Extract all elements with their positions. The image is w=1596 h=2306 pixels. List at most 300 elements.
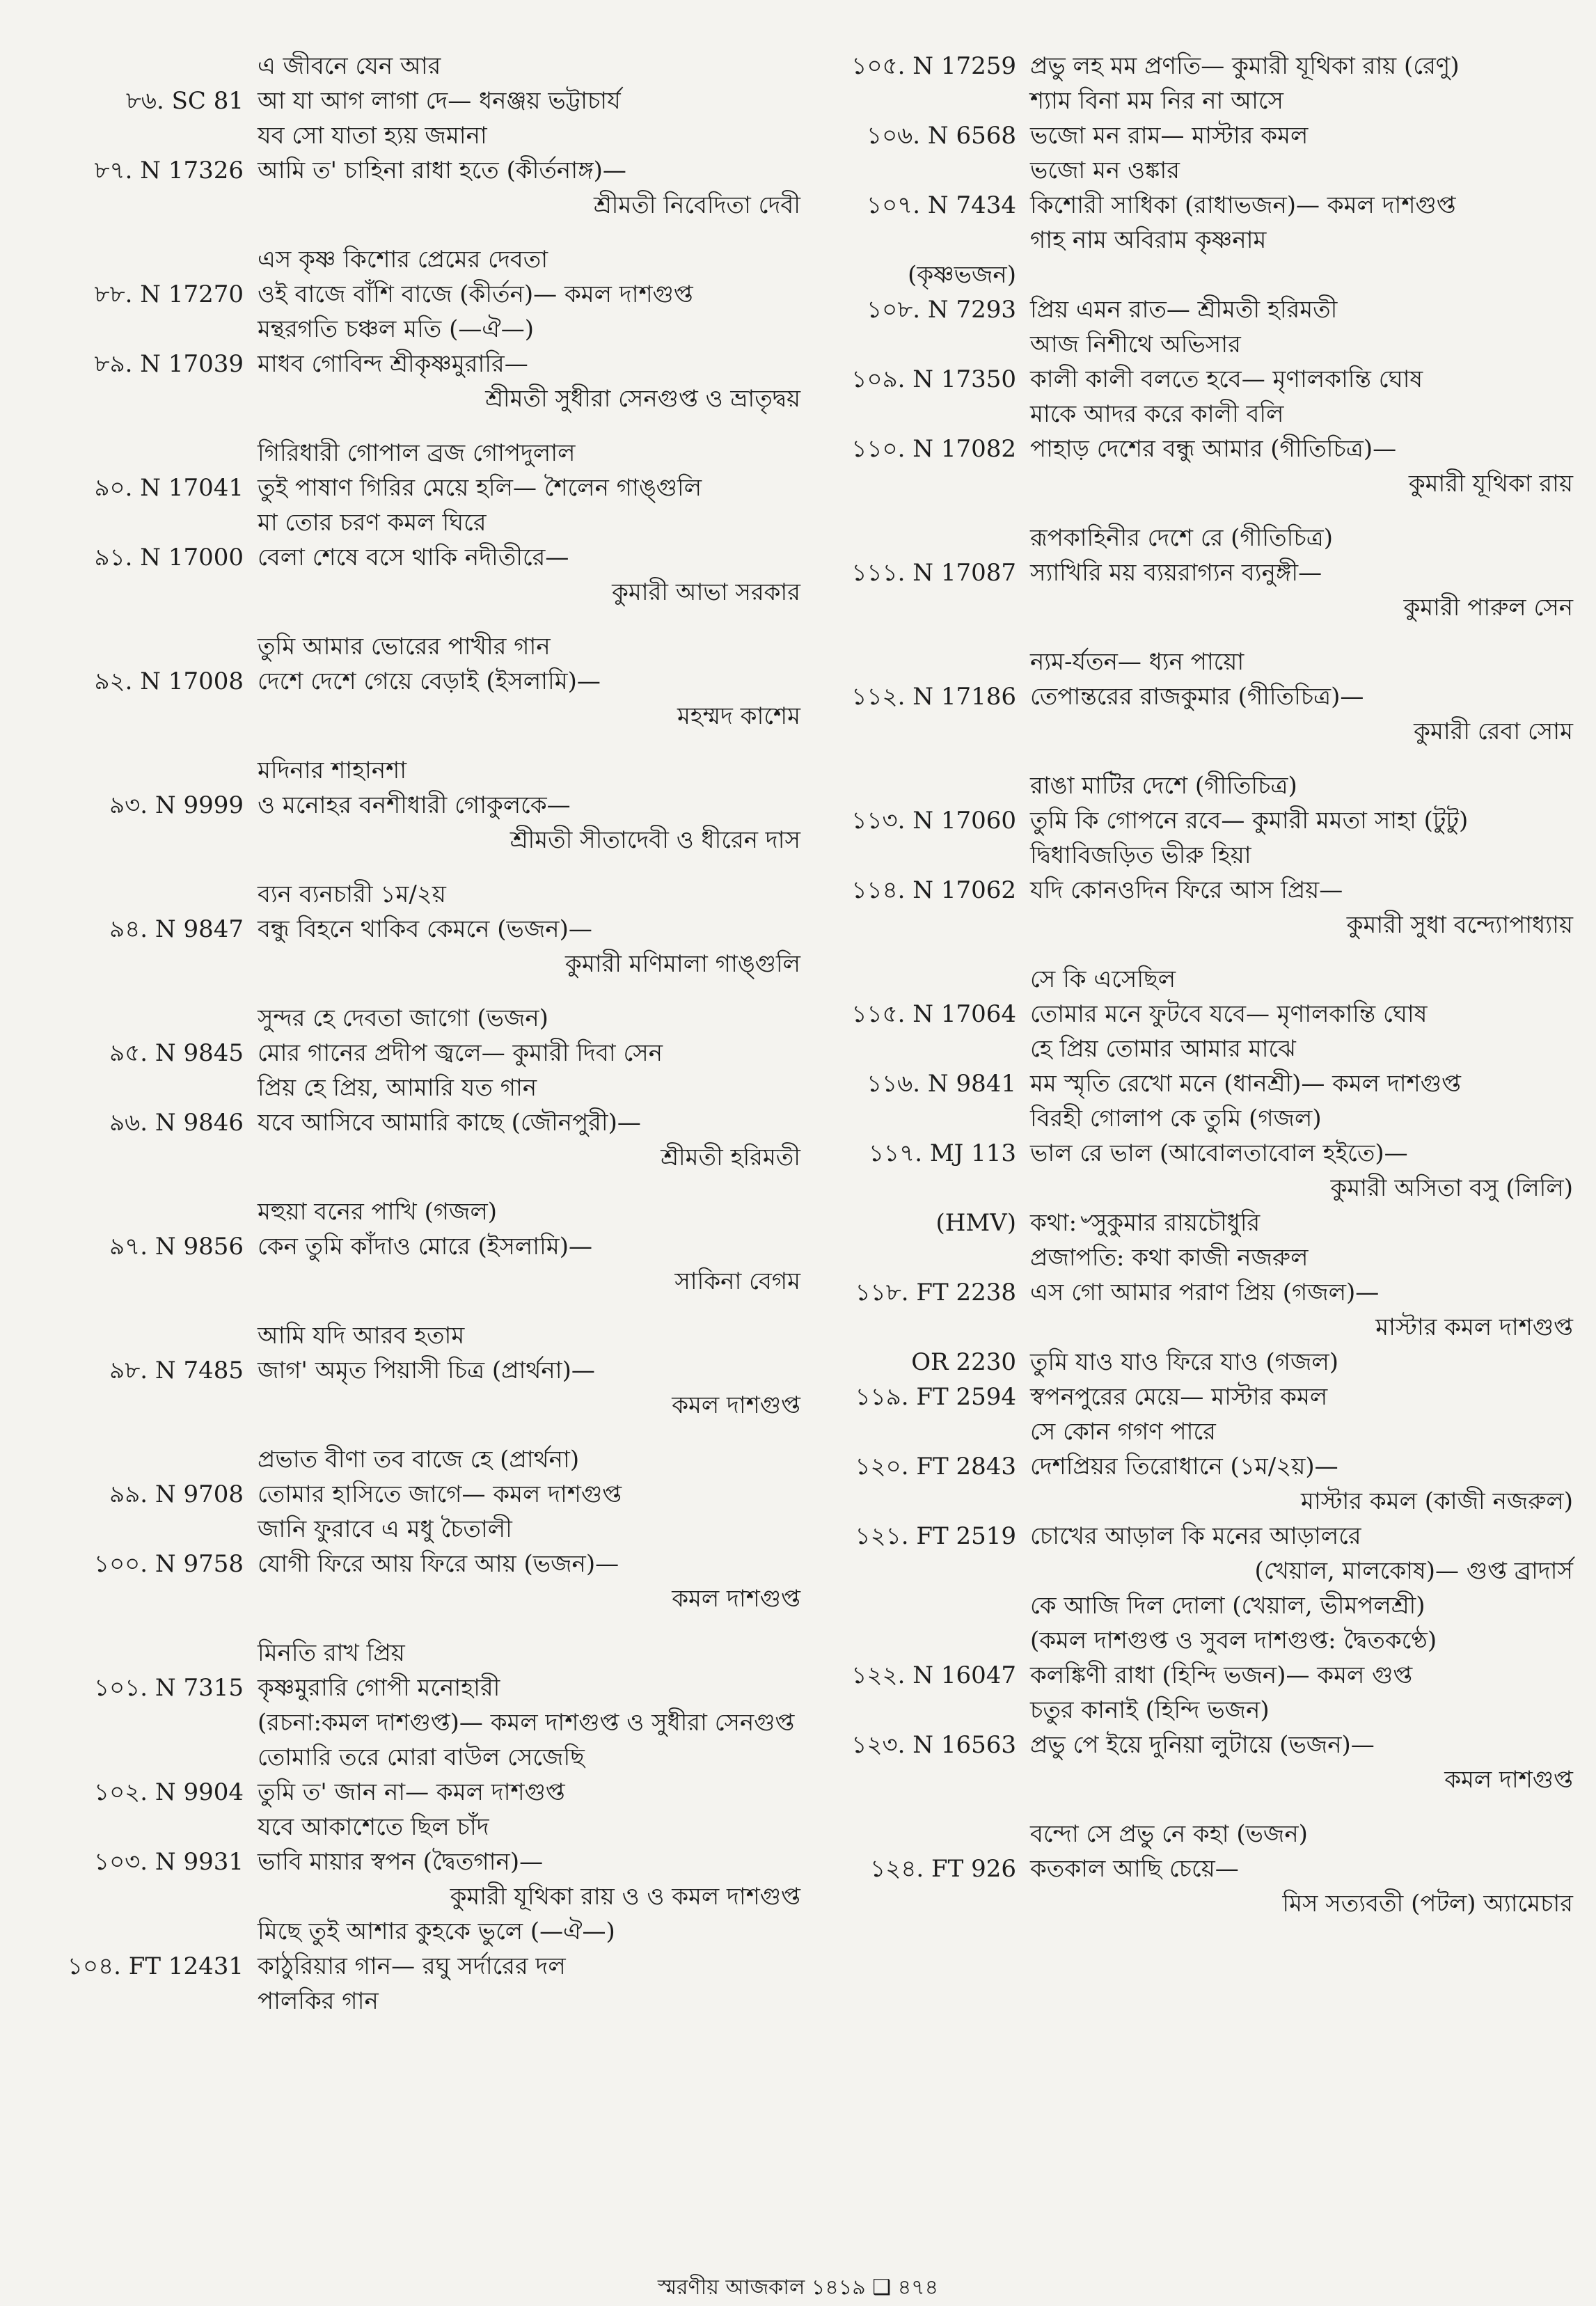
page-footer: স্মরণীয় আজকাল ১৪১৯ ❑ ৪৭৪	[657, 2275, 939, 2300]
artist-credit: কমল দাশগুপ্ত	[672, 1391, 800, 1419]
song-title: স্বপনপুরের মেয়ে— মাস্টার কমল	[1030, 1383, 1328, 1411]
song-title: তুমি ত' জান না— কমল দাশগুপ্ত	[258, 1778, 565, 1806]
record-number: ৯২. N 17008	[94, 668, 244, 695]
song-title: পালকির গান	[258, 1987, 379, 2015]
record-entry	[800, 679, 1573, 749]
entry-line	[800, 521, 1573, 555]
song-title: মাধব গোবিন্দ শ্রীকৃষ্ণমুরারি—	[258, 350, 528, 378]
entry-line	[800, 223, 1573, 258]
record-number: ১০২. N 9904	[94, 1778, 244, 1806]
record-entry	[28, 912, 800, 981]
song-title: ভজো মন রাম— মাস্টার কমল	[1030, 122, 1309, 150]
record-entry	[800, 49, 1573, 118]
entry-line	[800, 714, 1573, 749]
entry-line	[800, 1658, 1573, 1693]
record-number: ৯৯. N 9708	[109, 1480, 244, 1508]
entry-line	[28, 1140, 800, 1175]
entry-line	[800, 1554, 1573, 1588]
entry-line	[800, 873, 1573, 908]
song-title: যদি কোনওদিন ফিরে আস প্রিয়—	[1030, 876, 1343, 904]
entry-line	[800, 1171, 1573, 1206]
song-title: রাঙা মাটির দেশে (গীতিচিত্র)	[1030, 772, 1297, 800]
entry-line	[28, 1775, 800, 1810]
record-entry	[800, 1519, 1573, 1658]
song-title: কলঙ্কিণী রাধা (হিন্দি ভজন)— কমল গুপ্ত	[1030, 1661, 1413, 1689]
record-number: ৯৬. N 9846	[109, 1109, 244, 1137]
entry-line	[800, 803, 1573, 838]
entry-line	[800, 84, 1573, 118]
record-number: ১০৫. N 17259	[851, 52, 1016, 80]
entry-line	[28, 1984, 800, 2019]
entry-line	[800, 679, 1573, 714]
song-title: তুই পাষাণ গিরির মেয়ে হলি— শৈলেন গাঙ্গুলি	[258, 474, 702, 502]
song-title: তুমি যাও যাও ফিরে যাও (গজল)	[1030, 1348, 1339, 1376]
entry-line	[28, 1671, 800, 1705]
entry-line	[28, 753, 800, 788]
artist-credit: মিস সত্যবতী (পটল) অ্যামেচার	[1282, 1890, 1573, 1918]
song-title: রূপকাহিনীর দেশে রে (গীতিচিত্র)	[1030, 524, 1333, 552]
record-number: ১১১. N 17087	[851, 559, 1016, 587]
entry-line	[800, 1886, 1573, 1921]
entry-line	[28, 1810, 800, 1845]
record-entry	[800, 997, 1573, 1066]
record-entry	[800, 555, 1573, 625]
entry-line	[800, 362, 1573, 397]
entry-line	[800, 555, 1573, 590]
song-title: প্রিয় হে প্রিয়, আমারি যত গান	[258, 1074, 537, 1102]
record-entry	[28, 1423, 800, 1477]
artist-credit: কুমারী যূথিকা রায়	[1408, 470, 1573, 498]
record-number: ৯৩. N 9999	[109, 791, 244, 819]
song-title: মা তোর চরণ কমল ঘিরে	[258, 509, 487, 537]
entry-line	[800, 1206, 1573, 1240]
entry-line	[800, 1484, 1573, 1519]
song-title: স্যাখিরি ময় ব্যয়রাগ্যন ব্যনুঙ্গী—	[1030, 559, 1322, 587]
record-number: ১০৮. N 7293	[867, 296, 1016, 324]
entry-line	[28, 471, 800, 505]
record-entry	[28, 610, 800, 664]
entry-line	[28, 49, 800, 84]
record-entry	[28, 49, 800, 84]
entry-line	[800, 292, 1573, 327]
entry-line	[800, 1310, 1573, 1345]
song-title: কেন তুমি কাঁদাও মোরে (ইসলামি)—	[258, 1233, 592, 1261]
record-entry	[800, 118, 1573, 188]
song-title: কে আজি দিল দোলা (খেয়াল, ভীমপলশ্রী)	[1030, 1592, 1425, 1620]
song-title: মিছে তুই আশার কুহকে ভুলে (—ঐ—)	[258, 1918, 615, 1945]
left-column	[28, 49, 800, 2019]
entry-line	[800, 908, 1573, 942]
record-entry	[28, 84, 800, 153]
artist-credit: কুমারী পারুল সেন	[1403, 594, 1573, 622]
record-number: ১২০. FT 2843	[855, 1453, 1016, 1480]
entry-line	[28, 1636, 800, 1671]
song-title: মন্থরগতি চঞ্চল মতি (—ঐ—)	[258, 315, 534, 343]
entry-line	[28, 347, 800, 381]
song-title: কতকাল আছি চেয়ে—	[1030, 1855, 1239, 1883]
entry-line	[800, 1032, 1573, 1066]
entry-line	[28, 1071, 800, 1105]
record-number: ৯০. N 17041	[94, 474, 244, 502]
entry-line	[800, 1136, 1573, 1171]
artist-credit: শ্রীমতী সীতাদেবী ও ধীরেন দাস	[509, 826, 800, 854]
record-entry	[28, 1175, 800, 1229]
entry-line	[28, 699, 800, 734]
song-title: দেশপ্রিয়র তিরোধানে (১ম/২য়)—	[1030, 1453, 1338, 1480]
song-title: যবে আকাশেতে ছিল চাঁদ	[258, 1813, 489, 1841]
record-number: (HMV)	[935, 1209, 1016, 1237]
song-title: (রচনা:কমল দাশগুপ্ত)— কমল দাশগুপ্ত ও সুধীরা সেনগুপ্ত	[258, 1709, 795, 1737]
song-title: সে কোন গগণ পারে	[1030, 1418, 1216, 1446]
entry-line	[28, 1318, 800, 1353]
song-title: চতুর কানাই (হিন্দি ভজন)	[1030, 1696, 1270, 1724]
song-title: সে কি এসেছিল	[1030, 965, 1176, 993]
record-entry	[28, 223, 800, 277]
record-entry	[28, 734, 800, 788]
record-entry	[28, 1299, 800, 1353]
entry-line	[28, 188, 800, 223]
entry-line	[28, 823, 800, 858]
song-title: পাহাড় দেশের বন্ধু আমার (গীতিচিত্র)—	[1030, 435, 1397, 463]
song-title: গিরিধারী গোপাল ব্রজ গোপদুলাল	[258, 439, 576, 467]
entry-line	[800, 153, 1573, 188]
record-entry	[28, 1845, 800, 1949]
artist-credit: কমল দাশগুপ্ত	[672, 1585, 800, 1613]
artist-credit: কুমারী রেবা সোম	[1414, 718, 1573, 745]
entry-line	[28, 1512, 800, 1547]
entry-line	[28, 575, 800, 610]
song-title: তোমারি তরে মোরা বাউল সেজেছি	[258, 1744, 585, 1771]
song-title: বিরহী গোলাপ কে তুমি (গজল)	[1030, 1105, 1322, 1132]
song-title: আ যা আগ লাগা দে— ধনঞ্জয় ভট্টাচার্য	[258, 87, 621, 115]
record-entry	[800, 1658, 1573, 1728]
record-entry	[28, 1949, 800, 2019]
record-entry	[28, 788, 800, 858]
song-title: মদিনার শাহানশা	[258, 757, 407, 784]
entry-line	[800, 1519, 1573, 1554]
record-entry	[28, 1036, 800, 1105]
entry-line	[800, 997, 1573, 1032]
entry-line	[800, 645, 1573, 679]
song-title: এ জীবনে যেন আর	[258, 52, 441, 80]
entry-line	[800, 327, 1573, 362]
song-title: প্রভাত বীণা তব বাজে হে (প্রার্থনা)	[258, 1446, 580, 1474]
record-entry	[28, 1775, 800, 1845]
right-column	[800, 49, 1573, 1921]
song-title: ওই বাজে বাঁশি বাজে (কীর্তন)— কমল দাশগুপ্ত	[258, 281, 693, 308]
record-number: ৯৪. N 9847	[109, 915, 244, 943]
entry-line	[800, 466, 1573, 501]
record-entry	[28, 471, 800, 540]
record-number: ১০৩. N 9931	[94, 1848, 244, 1876]
entry-line	[800, 1762, 1573, 1797]
song-title: প্রজাপতি: কথা কাজী নজরুল	[1030, 1244, 1309, 1272]
artist-credit: মাস্টার কমল দাশগুপ্ত	[1375, 1313, 1573, 1341]
record-entry	[28, 664, 800, 734]
record-number: ১০৭. N 7434	[867, 191, 1016, 219]
artist-credit: শ্রীমতী নিবেদিতা দেবী	[594, 191, 800, 219]
song-title: কৃষ্ণমুরারি গোপী মনোহারী	[258, 1674, 500, 1702]
entry-line	[28, 436, 800, 471]
record-entry	[800, 1797, 1573, 1851]
record-number: ৮৭. N 17326	[94, 157, 244, 184]
record-number: ১১২. N 17186	[851, 683, 1016, 711]
record-number: ১০৪. FT 12431	[67, 1952, 244, 1980]
record-entry	[28, 1229, 800, 1299]
entry-line	[800, 1623, 1573, 1658]
record-number: ১১৪. N 17062	[851, 876, 1016, 904]
record-number: OR 2230	[911, 1348, 1016, 1376]
entry-line	[28, 1547, 800, 1581]
entry-line	[800, 1693, 1573, 1728]
artist-credit: কুমারী সুধা বন্দ্যোপাধ্যায়	[1346, 911, 1573, 939]
song-title: যবে আসিবে আমারি কাছে (জৌনপুরী)—	[258, 1109, 641, 1137]
record-entry	[800, 1136, 1573, 1275]
artist-credit: কমল দাশগুপ্ত	[1444, 1766, 1573, 1794]
artist-credit: কুমারী অসিতা বসু (লিলি)	[1330, 1174, 1573, 1202]
record-number: ১১৭. MJ 113	[869, 1139, 1016, 1167]
record-entry	[800, 292, 1573, 362]
entry-line	[28, 153, 800, 188]
song-title: ভাবি মায়ার স্বপন (দ্বৈতগান)—	[258, 1848, 544, 1876]
entry-line	[28, 1442, 800, 1477]
song-title: জানি ফুরাবে এ মধু চৈতালী	[258, 1515, 512, 1543]
song-title: বন্দো সে প্রভু নে কহা (ভজন)	[1030, 1820, 1308, 1848]
entry-line	[28, 84, 800, 118]
artist-credit: কুমারী আভা সরকার	[612, 578, 800, 606]
record-number: ১০০. N 9758	[94, 1550, 244, 1578]
song-title: কিশোরী সাধিকা (রাধাভজন)— কমল দাশগুপ্ত	[1030, 191, 1456, 219]
record-number: ৯৮. N 7485	[109, 1357, 244, 1384]
record-entry	[28, 1105, 800, 1175]
record-entry	[800, 803, 1573, 873]
entry-line	[28, 1914, 800, 1949]
song-title: যোগী ফিরে আয় ফিরে আয় (ভজন)—	[258, 1550, 619, 1578]
entry-line	[28, 877, 800, 912]
record-number: ৮৮. N 17270	[94, 281, 244, 308]
song-title: তোমার হাসিতে জাগে— কমল দাশগুপ্ত	[258, 1480, 622, 1508]
entry-line	[28, 1036, 800, 1071]
song-title: কাঠুরিয়ার গান— রঘু সর্দারের দল	[258, 1952, 566, 1980]
record-entry	[800, 432, 1573, 501]
record-number: ১১৩. N 17060	[851, 807, 1016, 835]
entry-line	[800, 768, 1573, 803]
record-entry	[28, 981, 800, 1036]
entry-line	[28, 1740, 800, 1775]
record-number: ১২৩. N 16563	[851, 1731, 1016, 1759]
entry-line	[800, 1101, 1573, 1136]
song-title: গাহ নাম অবিরাম কৃষ্ণনাম	[1030, 226, 1267, 254]
record-number: ১১৫. N 17064	[851, 1000, 1016, 1028]
record-entry	[800, 362, 1573, 432]
song-title: মোর গানের প্রদীপ জ্বলে— কুমারী দিবা সেন	[258, 1039, 663, 1067]
entry-line	[28, 118, 800, 153]
song-title: তোমার মনে ফুটবে যবে— মৃণালকান্তি ঘোষ	[1030, 1000, 1428, 1028]
entry-line	[800, 1588, 1573, 1623]
record-entry	[28, 858, 800, 912]
record-entry	[28, 416, 800, 471]
record-number: ৯১. N 17000	[94, 544, 244, 571]
record-entry	[800, 1275, 1573, 1380]
entry-line	[800, 188, 1573, 223]
record-entry	[800, 188, 1573, 292]
song-title: ন্যম-র্যতন— ধ্যন পায়ো	[1030, 648, 1245, 676]
song-title: মিনতি রাখ প্রিয়	[258, 1639, 405, 1667]
song-title: বন্ধু বিহনে থাকিব কেমনে (ভজন)—	[258, 915, 592, 943]
entry-line	[800, 397, 1573, 432]
song-title: আমি যদি আরব হতাম	[258, 1322, 465, 1350]
record-number: ১০৬. N 6568	[867, 122, 1016, 150]
record-number: ১১৮. FT 2238	[855, 1279, 1016, 1306]
song-title: ব্যন ব্যনচারী ১ম/২য়	[258, 880, 446, 908]
entry-line	[28, 277, 800, 312]
song-title: ভজো মন ওঙ্কার	[1030, 157, 1180, 184]
song-title: মম স্মৃতি রেখো মনে (ধানশ্রী)— কমল দাশগুপ্ত	[1030, 1070, 1461, 1098]
entry-line	[28, 1353, 800, 1388]
entry-line	[28, 1949, 800, 1984]
record-entry	[28, 1547, 800, 1616]
song-title: প্রভু লহ মম প্রণতি— কুমারী যূথিকা রায় (রেণু)	[1030, 52, 1460, 80]
artist-credit: মাস্টার কমল (কাজী নজরুল)	[1300, 1487, 1573, 1515]
song-title: মহুয়া বনের পাখি (গজল)	[258, 1198, 498, 1226]
entry-line	[800, 1817, 1573, 1851]
entry-line	[28, 1477, 800, 1512]
entry-line	[28, 1264, 800, 1299]
entry-line	[800, 1380, 1573, 1414]
record-entry	[28, 1353, 800, 1423]
entry-line	[28, 664, 800, 699]
song-title: সুন্দর হে দেবতা জাগো (ভজন)	[258, 1004, 548, 1032]
song-title: ভাল রে ভাল (আবোলতাবোল হইতে)—	[1030, 1139, 1408, 1167]
entry-line	[800, 49, 1573, 84]
song-title: তেপান্তরের রাজকুমার (গীতিচিত্র)—	[1030, 683, 1364, 711]
entry-line	[28, 1705, 800, 1740]
entry-line	[800, 1449, 1573, 1484]
record-number: ১২৪. FT 926	[870, 1855, 1016, 1883]
record-entry	[800, 1728, 1573, 1797]
record-number: (কৃষ্ণভজন)	[908, 261, 1016, 289]
record-entry	[800, 1851, 1573, 1921]
entry-line	[800, 962, 1573, 997]
entry-line	[28, 312, 800, 347]
record-number: ৯৭. N 9856	[109, 1233, 244, 1261]
entry-line	[800, 118, 1573, 153]
entry-line	[800, 1728, 1573, 1762]
entry-line	[800, 1414, 1573, 1449]
entry-line	[800, 258, 1573, 292]
entry-line	[28, 1581, 800, 1616]
entry-line	[800, 1345, 1573, 1380]
song-title: প্রিয় এমন রাত— শ্রীমতী হরিমতী	[1030, 296, 1338, 324]
artist-credit: শ্রীমতী হরিমতী	[661, 1144, 800, 1171]
record-entry	[800, 501, 1573, 555]
record-number: ৮৯. N 17039	[94, 350, 244, 378]
song-title: মাকে আদর করে কালী বলি	[1030, 400, 1284, 428]
artist-credit: কুমারী মণিমালা গাঙ্গুলি	[565, 950, 800, 978]
song-title: দেশে দেশে গেয়ে বেড়াই (ইসলামি)—	[258, 668, 601, 695]
record-entry	[28, 540, 800, 610]
record-entry	[28, 1671, 800, 1775]
artist-credit: মহম্মদ কাশেম	[677, 702, 800, 730]
entry-line	[28, 540, 800, 575]
entry-line	[28, 242, 800, 277]
record-entry	[28, 1616, 800, 1671]
entry-line	[800, 838, 1573, 873]
song-title: জাগ' অমৃত পিয়াসী চিত্র (প্রার্থনা)—	[258, 1357, 595, 1384]
record-entry	[28, 1477, 800, 1547]
entry-line	[28, 1001, 800, 1036]
record-entry	[800, 1449, 1573, 1519]
artist-credit: কুমারী যূথিকা রায় ও ও কমল দাশগুপ্ত	[450, 1883, 800, 1911]
record-number: ১১৬. N 9841	[867, 1070, 1016, 1098]
entry-line	[800, 590, 1573, 625]
record-number: ৯৫. N 9845	[109, 1039, 244, 1067]
song-title: হে প্রিয় তোমার আমার মাঝে	[1030, 1035, 1296, 1063]
record-entry	[800, 1066, 1573, 1136]
song-title: শ্যাম বিনা মম নির না আসে	[1030, 87, 1283, 115]
record-entry	[800, 942, 1573, 997]
entry-line	[800, 1851, 1573, 1886]
song-title: তুমি আমার ভোরের পাখীর গান	[258, 633, 551, 661]
entry-line	[28, 381, 800, 416]
entry-line	[28, 1845, 800, 1879]
song-title: যব সো যাতা হ্যয় জমানা	[258, 122, 487, 150]
entry-line	[28, 947, 800, 981]
entry-line	[28, 629, 800, 664]
entry-line	[28, 1105, 800, 1140]
record-number: ৮৬. SC 81	[125, 87, 244, 115]
song-title: আমি ত' চাহিনা রাধা হতে (কীর্তনাঙ্গ)—	[258, 157, 626, 184]
entry-line	[28, 788, 800, 823]
record-number: ১১০. N 17082	[851, 435, 1016, 463]
record-number: ১০১. N 7315	[94, 1674, 244, 1702]
record-number: ১২২. N 16047	[851, 1661, 1016, 1689]
record-entry	[28, 153, 800, 223]
song-title: চোখের আড়াল কি মনের আড়ালরে	[1030, 1522, 1361, 1550]
record-number: ১০৯. N 17350	[851, 365, 1016, 393]
record-entry	[800, 625, 1573, 679]
song-title: আজ নিশীথে অভিসার	[1030, 331, 1241, 358]
song-title: এস কৃষ্ণ কিশোর প্রেমের দেবতা	[258, 246, 548, 274]
song-title: বেলা শেষে বসে থাকি নদীতীরে—	[258, 544, 569, 571]
record-number: ১১৯. FT 2594	[855, 1383, 1016, 1411]
artist-credit: শ্রীমতী সুধীরা সেনগুপ্ত ও ভ্রাতৃদ্বয়	[485, 385, 800, 413]
record-entry	[800, 749, 1573, 803]
artist-credit: (খেয়াল, মালকোষ)— গুপ্ত ব্রাদার্স	[1254, 1557, 1573, 1585]
song-title: ও মনোহর বনশীধারী গোকুলকে—	[258, 791, 571, 819]
song-title: কথা:৺সুকুমার রায়চৌধুরি	[1030, 1209, 1261, 1237]
entry-line	[28, 1388, 800, 1423]
entry-line	[28, 1229, 800, 1264]
song-title: কালী কালী বলতে হবে— মৃণালকান্তি ঘোষ	[1030, 365, 1423, 393]
record-entry	[800, 873, 1573, 942]
record-entry	[28, 347, 800, 416]
entry-line	[28, 505, 800, 540]
song-title: (কমল দাশগুপ্ত ও সুবল দাশগুপ্ত: দ্বৈতকণ্ঠে)	[1030, 1627, 1437, 1655]
song-title: দ্বিধাবিজড়িত ভীরু হিয়া	[1030, 842, 1251, 869]
entry-line	[28, 1879, 800, 1914]
entry-line	[28, 912, 800, 947]
song-title: প্রভু পে ইয়ে দুনিয়া লুটায়ে (ভজন)—	[1030, 1731, 1375, 1759]
entry-line	[800, 1066, 1573, 1101]
entry-line	[800, 1275, 1573, 1310]
entry-line	[28, 1194, 800, 1229]
record-entry	[28, 277, 800, 347]
artist-credit: সাকিনা বেগম	[674, 1267, 800, 1295]
song-title: এস গো আমার পরাণ প্রিয় (গজল)—	[1030, 1279, 1380, 1306]
entry-line	[800, 432, 1573, 466]
record-entry	[800, 1380, 1573, 1449]
